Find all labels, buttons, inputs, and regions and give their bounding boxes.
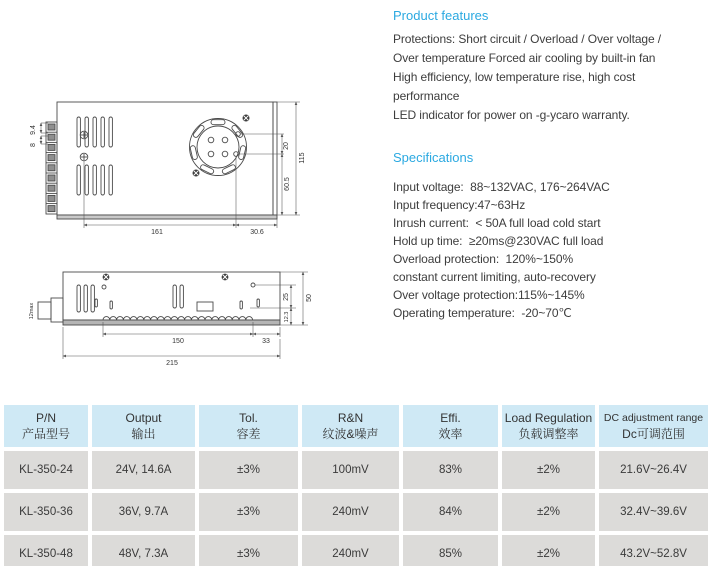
dim-label-150: 150 [172, 338, 184, 345]
header-cell-output [92, 405, 195, 447]
feature-line: Over temperature Forced air cooling by built-in fan [393, 51, 656, 65]
cell-tolerance: ±3% [199, 451, 298, 489]
header-cell-load-regulation [502, 405, 595, 447]
header-en: DC adjustment range [603, 411, 704, 424]
vent-slots-top [77, 117, 112, 195]
dim-label-60-5: 60.5 [284, 177, 291, 191]
specifications-title: Specifications [393, 150, 474, 165]
dim-label-8: 8 [30, 143, 37, 147]
cell-ripple-noise: 100mV [302, 451, 399, 489]
cell-efficiency: 83% [403, 451, 498, 489]
side-view-drawing [29, 272, 313, 367]
spec-line: Input frequency:47~63Hz [393, 198, 526, 212]
model-spec-table [0, 401, 712, 566]
spec-line: Inrush current: < 50A full load cold start [393, 216, 601, 230]
cell-ripple-noise: 240mV [302, 535, 399, 566]
dim-label-215: 215 [166, 360, 178, 367]
spec-line: Over voltage protection:115%~145% [393, 288, 585, 302]
header-zh: 输出 [131, 426, 156, 441]
cell-tolerance: ±3% [199, 493, 298, 531]
dim-label-30-6: 30.6 [250, 229, 264, 236]
header-zh: 容差 [236, 426, 261, 441]
header-en: P/N [35, 410, 56, 425]
dim-label-161: 161 [151, 229, 163, 236]
side-view-dimensions [63, 272, 308, 359]
side-terminal-block [38, 298, 63, 322]
spec-line: Operating temperature: -20~70℃ [393, 306, 572, 320]
cell-tolerance: ±3% [199, 535, 298, 566]
cell-pn: KL-350-24 [4, 451, 88, 489]
specifications-section [393, 150, 712, 322]
header-cell-tolerance [199, 405, 298, 447]
label-plate [197, 302, 213, 311]
cell-load-regulation: ±2% [502, 493, 595, 531]
header-zh: 效率 [438, 426, 463, 441]
mounting-rail-scallops [103, 317, 253, 320]
header-cell-dc-adjustment-range [599, 405, 708, 447]
header-zh: 纹波&噪声 [322, 426, 379, 441]
cell-pn: KL-350-36 [4, 493, 88, 531]
feature-line: LED indicator for power on -g-ycaro warranty. [393, 108, 630, 122]
cell-dc-range: 21.6V~26.4V [599, 451, 708, 489]
header-en: Load Regulation [504, 410, 593, 425]
header-en: Tol. [239, 410, 258, 425]
technical-drawings [0, 85, 390, 385]
spec-line: Input voltage: 88~132VAC, 176~264VAC [393, 180, 610, 194]
header-en: Effi. [440, 410, 461, 425]
spec-line: constant current limiting, auto-recovery [393, 270, 596, 284]
dim-label-25: 25 [283, 293, 290, 301]
dim-label-9-4: 9.4 [30, 125, 37, 135]
table-header-row [4, 405, 708, 447]
feature-line: Protections: Short circuit / Overload / Over voltage / [393, 32, 662, 46]
spec-line: Hold up time: ≥20ms@230VAC full load [393, 234, 604, 248]
header-zh: 产品型号 [21, 426, 70, 441]
table-row [4, 493, 708, 531]
cell-efficiency: 85% [403, 535, 498, 566]
header-zh: 负载调整率 [518, 426, 579, 441]
dim-label-115: 115 [299, 152, 306, 164]
feature-line: High efficiency, low temperature rise, high cost [393, 70, 636, 84]
product-features-section [393, 8, 712, 125]
table-row [4, 535, 708, 566]
table-row [4, 451, 708, 489]
feature-line: performance [393, 89, 460, 103]
dim-label-33: 33 [262, 338, 270, 345]
header-cell-ripple-noise [302, 405, 399, 447]
cell-dc-range: 43.2V~52.8V [599, 535, 708, 566]
cell-load-regulation: ±2% [502, 451, 595, 489]
phillips-screw-icon [103, 274, 229, 281]
header-cell-pn [4, 405, 88, 447]
dim-label-50: 50 [306, 294, 313, 302]
dim-label-20: 20 [283, 142, 290, 150]
cell-efficiency: 84% [403, 493, 498, 531]
header-zh: Dc可调范围 [622, 426, 685, 441]
small-screw-icon [102, 285, 106, 289]
cell-output: 36V, 9.7A [92, 493, 195, 531]
chassis-screw-icon [80, 131, 88, 161]
cell-pn: KL-350-48 [4, 535, 88, 566]
cell-output: 48V, 7.3A [92, 535, 195, 566]
cell-ripple-noise: 240mV [302, 493, 399, 531]
header-cell-efficiency [403, 405, 498, 447]
dim-label-12max: 12max [29, 302, 35, 320]
dim-label-12-3: 12.3 [284, 311, 290, 323]
spec-line: Overload protection: 120%~150% [393, 252, 574, 266]
product-features-title: Product features [393, 8, 489, 23]
header-en: R&N [337, 410, 364, 425]
fan-icon [190, 119, 247, 176]
top-view-drawing [30, 102, 306, 236]
cell-output: 24V, 14.6A [92, 451, 195, 489]
header-en: Output [125, 410, 162, 425]
small-screw-icon [251, 283, 255, 287]
cell-load-regulation: ±2% [502, 535, 595, 566]
cell-dc-range: 32.4V~39.6V [599, 493, 708, 531]
